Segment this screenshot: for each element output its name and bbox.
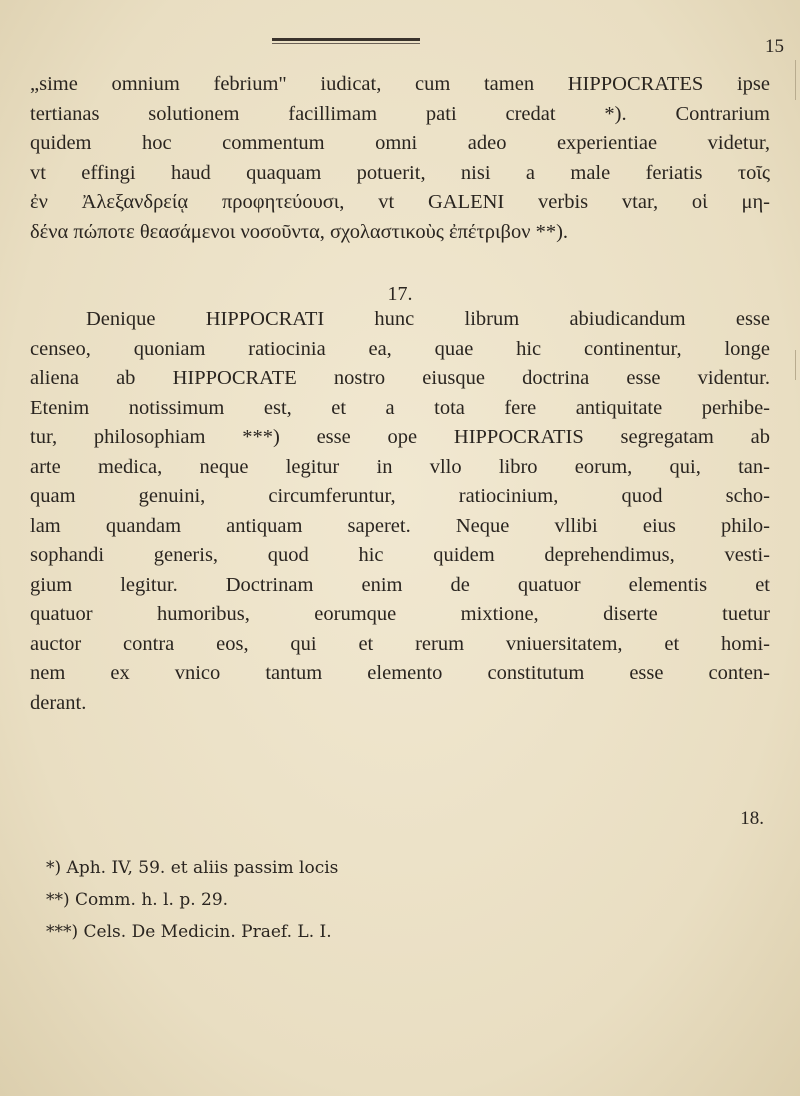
catchword: 18.	[740, 808, 764, 829]
text-line: tertianas solutionem facillimam pati credat *). Contrarium	[30, 102, 770, 125]
footnote: **) Comm. h. l. p. 29.	[46, 890, 229, 910]
footnote: *) Aph. IV, 59. et aliis passim locis	[46, 858, 339, 878]
text-line: „sime omnium febrium" iudicat, cum tamen HIPPOCRATES ipse	[30, 73, 770, 95]
footnote: ***) Cels. De Medicin. Praef. L. I.	[46, 922, 332, 942]
text-line: sophandi generis, quod hic quidem deprehendimus, vesti-	[30, 544, 770, 566]
paragraph-continued	[30, 70, 770, 247]
text-line: tur, philosophiam ***) esse ope HIPPOCRATIS segregatam ab	[30, 426, 770, 448]
text-line: vt effingi haud quaquam potuerit, nisi a male feriatis τοῖς	[30, 161, 770, 184]
text-line: quidem hoc commentum omni adeo experientiae videtur,	[30, 132, 770, 154]
text-line: derant.	[30, 691, 87, 714]
text-line: δένα πώποτε θεασάμενοι νοσοῦντα, σχολαστικοὺς ἐπέτριβον **).	[30, 220, 569, 243]
footnotes	[46, 852, 646, 948]
text-line: quam genuini, circumferuntur, ratiocinium, quod scho-	[30, 485, 770, 507]
text-line: quatuor humoribus, eorumque mixtione, diserte tuetur	[30, 603, 770, 625]
main-text	[30, 70, 770, 718]
text-line: aliena ab HIPPOCRATE nostro eiusque doctrina esse videntur.	[30, 367, 770, 389]
paper-fold-mark	[795, 60, 796, 100]
paper-fold-mark	[795, 350, 796, 380]
text-line: arte medica, neque legitur in vllo libro eorum, qui, tan-	[30, 455, 770, 478]
text-line: censeo, quoniam ratiocinia ea, quae hic continentur, longe	[30, 337, 770, 360]
text-line: lam quandam antiquam saperet. Neque vllibi eius philo-	[30, 514, 770, 537]
paragraph-section-17	[30, 305, 770, 718]
section-number: 17.	[387, 283, 413, 305]
text-line: ἐν Ἀλεξανδρείᾳ προφητεύουσι, vt GALENI verbis vtar, οἱ μη-	[30, 191, 770, 213]
header-rule	[272, 38, 420, 41]
text-line: auctor contra eos, qui et rerum vniuersitatem, et homi-	[30, 632, 770, 655]
text-line: gium legitur. Doctrinam enim de quatuor elementis et	[30, 573, 770, 596]
text-line: nem ex vnico tantum elemento constitutum esse conten-	[30, 662, 770, 684]
page-number: 15	[765, 36, 784, 57]
text-line: Etenim notissimum est, et a tota fere antiquitate perhibe-	[30, 396, 770, 419]
text-line: Denique HIPPOCRATI hunc librum abiudicandum esse	[86, 308, 770, 330]
